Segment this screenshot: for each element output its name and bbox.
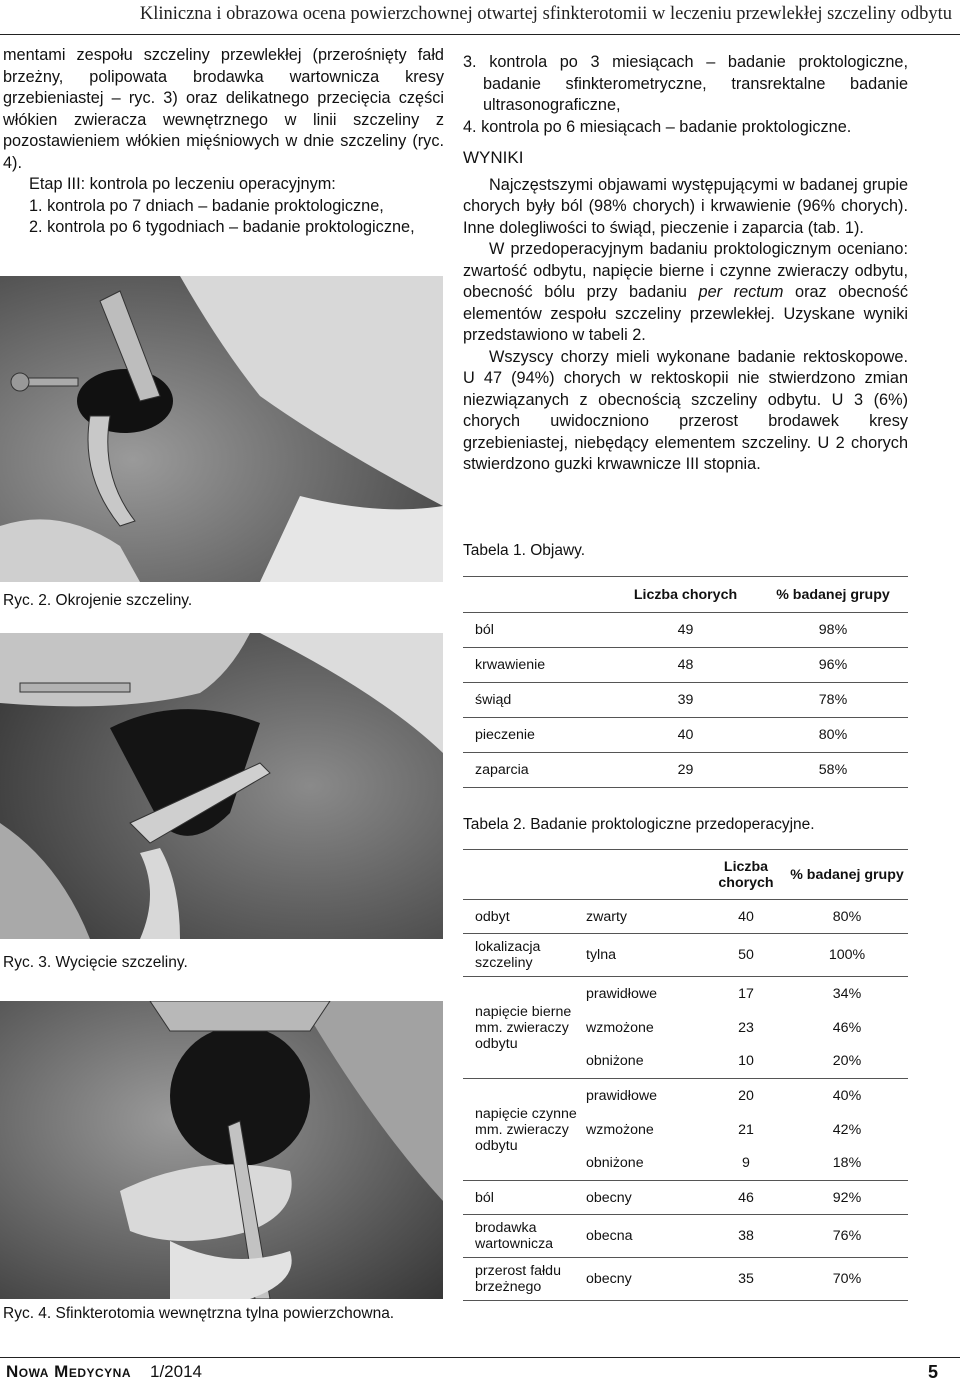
table-1-cell: krwawienie	[463, 648, 613, 683]
table-2-row	[463, 977, 908, 1011]
table-2-header-cell	[463, 850, 586, 900]
table-2-cell: 20%	[786, 1045, 908, 1079]
table-1-cell: pieczenie	[463, 718, 613, 753]
table-2-cell: 42%	[832, 1121, 862, 1138]
journal-issue: 1/2014	[150, 1362, 202, 1381]
figure-2-photo	[0, 276, 443, 582]
table-2-cell: obniżone	[586, 1045, 706, 1079]
table-1-cell: 96%	[758, 648, 908, 683]
footer-rule	[0, 1357, 960, 1358]
right-list-item-3	[463, 52, 908, 117]
table-1-header-row	[463, 577, 908, 613]
left-list-item-1: 1. kontrola po 7 dniach – badanie proktologiczne,	[29, 196, 384, 215]
table-2-row	[463, 1215, 908, 1258]
header-title: Kliniczna i obrazowa ocena powierzchownej otwartej sfinkterotomii w leczeniu przewlekłej szczeliny odbytu	[139, 4, 952, 24]
results-paragraph-2-b: oraz obecność elementów zespołu szczeliny przewlekłej. Uzyskane wyniki przedstawiono w tabeli 2.	[463, 283, 908, 344]
table-1-row	[463, 718, 908, 753]
left-paragraph-2: Etap III: kontrola po leczeniu operacyjnym:	[29, 175, 336, 193]
table-2-group-label: odbyt	[463, 900, 586, 934]
table-2-cell: obecny	[586, 1258, 706, 1301]
table-1	[463, 576, 908, 788]
table-1-header-cell: Liczba chorych	[613, 577, 758, 613]
left-column-text	[3, 45, 444, 239]
running-header	[0, 0, 960, 35]
figure-4-caption: Ryc. 4. Sfinkterotomia wewnętrzna tylna powierzchowna.	[3, 1305, 395, 1322]
table-1-cell: 49	[613, 613, 758, 648]
table-2-cell: 20	[738, 1087, 754, 1104]
table-2-header-cell	[586, 850, 706, 900]
right-list-item-4: 4. kontrola po 6 miesiącach – badanie proktologiczne.	[463, 117, 852, 136]
results-paragraph-2-a: W przedoperacyjnym badaniu proktologicznym oceniano: zwartość odbytu, napięcie bierne i czynne zwieraczy odbytu, obecność bólu przy badaniu	[463, 240, 908, 301]
table-2-header-row	[463, 850, 908, 900]
left-list-item-2: 2. kontrola po 6 tygodniach – badanie proktologiczne,	[29, 218, 415, 236]
table-2-header-cell: % badanej grupy	[786, 850, 908, 900]
table-2-cell: zwarty	[586, 900, 706, 934]
figure-2-caption: Ryc. 2. Okrojenie szczeliny.	[3, 592, 193, 609]
table-2-cell: 40	[706, 900, 786, 934]
page-number: 5	[927, 1362, 938, 1382]
results-paragraph-1: Najczęstszymi objawami występującymi w badanej grupie chorych były ból (98% chorych) i krwawienie (96% chorych). Inne dolegliwości to świąd, pieczenie i zaparcia (tab. 1).	[463, 175, 908, 237]
table-2-cell: 34%	[832, 985, 862, 1002]
figure-3-photo	[0, 633, 443, 939]
table-2-cell: 40%	[832, 1087, 862, 1104]
table-2-cell: 46	[706, 1181, 786, 1215]
table-2-cell: 70%	[786, 1258, 908, 1301]
table-2-cell: obecna	[586, 1215, 706, 1258]
table-2-cell: 50	[706, 934, 786, 977]
table-2-cell: 80%	[786, 900, 908, 934]
table-2-row	[463, 1079, 908, 1113]
table-2-cell: obniżone	[586, 1147, 706, 1181]
table-1-header-cell: % badanej grupy	[758, 577, 908, 613]
table-1-cell: 39	[613, 683, 758, 718]
figure-3-caption: Ryc. 3. Wycięcie szczeliny.	[3, 954, 188, 971]
table-2-cell: wzmożone	[586, 1121, 654, 1138]
results-paragraph-3: Wszyscy chorzy mieli wykonane badanie rektoskopowe. U 47 (94%) chorych w rektoskopii nie stwierdzono zmian niezwiązanych z obecnością szczeliny odbytu. U 3 (6%) chorych uwidoczniono przerost brodawek kresy grzebieniastej, niebędący elementem szczeliny. U 2 chorych stwierdzono guzki krwawnicze III stopnia.	[463, 347, 908, 473]
table-1-cell: zaparcia	[463, 753, 613, 788]
table-2-row	[463, 1258, 908, 1301]
table-2-cell: 76%	[786, 1215, 908, 1258]
table-1-cell: 58%	[758, 753, 908, 788]
table-2-group-label: napięcie bierne mm. zwieraczy odbytu	[463, 977, 586, 1079]
results-heading: WYNIKI	[463, 148, 524, 167]
table-2-row	[463, 900, 908, 934]
table-1-cell: 48	[613, 648, 758, 683]
table-2-cell: 9	[706, 1147, 786, 1181]
table-2-row	[463, 1181, 908, 1215]
table-1-row	[463, 683, 908, 718]
table-2-cell: tylna	[586, 934, 706, 977]
table-2-cell: 10	[706, 1045, 786, 1079]
table-1-header-cell	[463, 577, 613, 613]
table-2-row	[463, 934, 908, 977]
table-1-cell: ból	[463, 613, 613, 648]
table-2-cell: obecny	[586, 1181, 706, 1215]
table-2-cell: 100%	[786, 934, 908, 977]
table-2-cell: 17	[738, 985, 754, 1002]
table-2-cell: 38	[706, 1215, 786, 1258]
table-2-cell: 35	[706, 1258, 786, 1301]
table-2-cell: 46%	[832, 1019, 862, 1036]
table-2	[463, 849, 908, 1301]
table-2-group-label: lokalizacja szczeliny	[463, 934, 586, 977]
table-1-caption: Tabela 1. Objawy.	[463, 542, 586, 559]
table-1-cell: 40	[613, 718, 758, 753]
table-2-header-cell: Liczba chorych	[706, 850, 786, 900]
table-1-cell: 98%	[758, 613, 908, 648]
right-column-text	[463, 52, 908, 476]
table-1-cell: 29	[613, 753, 758, 788]
table-2-cell: 92%	[786, 1181, 908, 1215]
journal-name: Nowa Medycyna	[6, 1362, 132, 1381]
table-2-cell: prawidłowe	[586, 1087, 657, 1104]
table-1-cell: 78%	[758, 683, 908, 718]
table-2-group-label: napięcie czynne mm. zwieraczy odbytu	[463, 1079, 586, 1181]
table-2-cell: 21	[738, 1121, 754, 1138]
left-paragraph-1: mentami zespołu szczeliny przewlekłej (przerośnięty fałd brzeżny, polipowata brodawka wartownicza kresy grzebieniastej – ryc. 3) oraz delikatnego przecięcia części włókien zwieracza wewnętrznego w linii szczeliny z pozostawieniem włókien mięśniowych w dnie szczeliny (ryc. 4).	[3, 46, 444, 172]
table-1-cell: świąd	[463, 683, 613, 718]
table-2-group-label: brodawka wartownicza	[463, 1215, 586, 1258]
results-paragraph-2	[463, 239, 908, 347]
right-list-item-3-text: 3. kontrola po 3 miesiącach – badanie proktologiczne, badanie sfinkterometryczne, transrektalne badanie ultrasonograficzne,	[463, 53, 908, 114]
table-1-row	[463, 753, 908, 788]
table-2-cell: wzmożone	[586, 1019, 654, 1036]
table-2-group-label: ból	[463, 1181, 586, 1215]
table-1-row	[463, 648, 908, 683]
table-2-cell: prawidłowe	[586, 985, 657, 1002]
table-2-caption: Tabela 2. Badanie proktologiczne przedoperacyjne.	[463, 816, 815, 833]
table-2-cell: 23	[738, 1019, 754, 1036]
results-paragraph-2-emphasis: per rectum	[698, 283, 784, 301]
table-1-row	[463, 613, 908, 648]
figure-4-photo	[0, 1001, 443, 1299]
table-2-group-label: przerost fałdu brzeżnego	[463, 1258, 586, 1301]
table-2-cell: 18%	[786, 1147, 908, 1181]
table-1-cell: 80%	[758, 718, 908, 753]
